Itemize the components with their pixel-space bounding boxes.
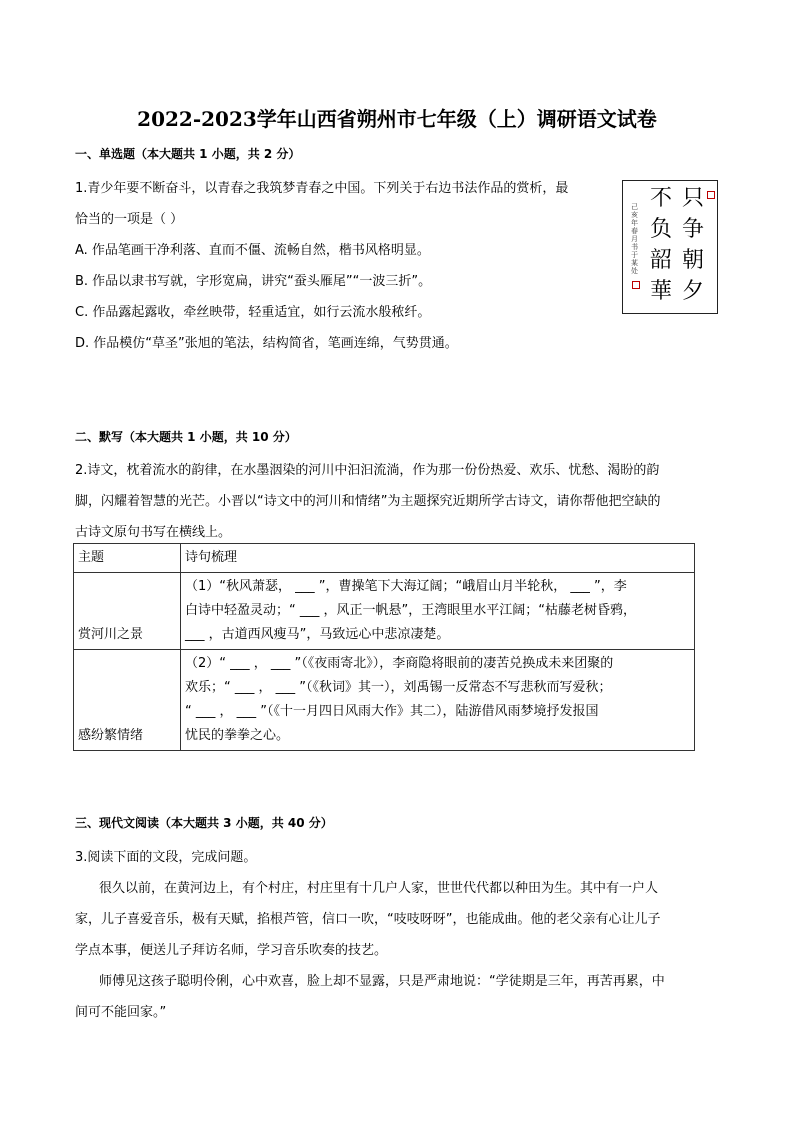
calligraphy-char: 只	[681, 186, 704, 211]
section1-heading: 一、单选题（本大题共 1 小题，共 2 分）	[75, 147, 301, 161]
calligraphy-char: 不	[649, 186, 672, 211]
option-d: D. 作品模仿“草圣”张旭的笔法，结构简省，笔画连绵，气势贯通。	[75, 336, 458, 351]
poem-line: （1）“秋风萧瑟， ___ ”，曹操笔下大海辽阔；“峨眉山月半轮秋， ___ ”，李	[185, 579, 627, 594]
table-cell-lines	[181, 650, 695, 751]
passage-line: 家，儿子喜爱音乐，极有天赋，掐根芦管，信口一吹，“吱吱呀呀”，也能成曲。他的老父亲有心让儿子	[75, 912, 661, 927]
calligraphy-inscription: 己亥年春月书于某处	[631, 203, 638, 275]
calligraphy-char: 负	[649, 217, 672, 242]
poem-line: ___ ，古道西风瘦马”，马致远心中悲凉凄楚。	[185, 627, 450, 642]
seal-stamp	[632, 281, 640, 289]
poem-line: “ ___ ， ___ ”（《十一月四日风雨大作》其二），陆游借风雨梦境抒发报国	[185, 704, 599, 719]
question2-text-line2: 脚，闪耀着智慧的光芒。小晋以“诗文中的河川和情绪”为主题探究近期所学古诗文，请你帮他把空缺的	[75, 494, 661, 509]
table-row	[74, 573, 695, 650]
poem-table	[73, 543, 695, 751]
seal-stamp	[707, 191, 715, 199]
calligraphy-char: 華	[649, 279, 672, 304]
passage-line: 很久以前，在黄河边上，有个村庄，村庄里有十几户人家，世世代代都以种田为生。其中有一户人	[99, 881, 659, 896]
question2-text-line1: 2.诗文，枕着流水的韵律，在水墨洇染的河川中汩汩流淌，作为那一份份热爱、欢乐、忧愁、渴盼的韵	[75, 463, 660, 478]
section3-heading: 三、现代文阅读（本大题共 3 小题，共 40 分）	[75, 816, 333, 830]
poem-line: （2）“ ___ ， ___ ”（《夜雨寄北》），李商隐将眼前的凄苦兑换成未来团聚的	[185, 656, 614, 671]
table-header-row	[74, 544, 695, 573]
option-b: B. 作品以隶书写就，字形宽扁，讲究“蚕头雁尾”“一波三折”。	[75, 274, 432, 289]
calligraphy-char: 夕	[681, 279, 704, 304]
calligraphy-char: 朝	[681, 248, 704, 273]
question2-text-line3: 古诗文原句书写在横线上。	[75, 525, 232, 540]
section2-heading: 二、默写（本大题共 1 小题，共 10 分）	[75, 430, 297, 444]
question1-text-line2: 恰当的一项是（ ）	[75, 212, 184, 227]
passage-line: 师傅见这孩子聪明伶俐，心中欢喜，脸上却不显露，只是严肃地说：“学徒期是三年，再苦再累，中	[99, 974, 665, 989]
passage-line: 间可不能回家。”	[75, 1005, 167, 1020]
poem-line: 欢乐；“ ___ ， ___ ”（《秋词》其一），刘禹锡一反常态不写悲秋而写爱秋；	[185, 680, 612, 695]
table-cell-lines	[181, 573, 695, 650]
option-c: C. 作品露起露收，牵丝映带，轻重适宜，如行云流水般秾纤。	[75, 305, 431, 320]
option-a: A. 作品笔画干净利落、直而不僵、流畅自然，楷书风格明显。	[75, 243, 430, 258]
passage-line: 学点本事，便送儿子拜访名师，学习音乐吹奏的技艺。	[75, 943, 388, 958]
table-row	[74, 650, 695, 751]
page-title: 2022-2023学年山西省朔州市七年级（上）调研语文试卷	[137, 107, 657, 131]
table-cell-theme: 感纷繁情绪	[74, 650, 181, 751]
question1-text-line1: 1.青少年要不断奋斗，以青春之我筑梦青春之中国。下列关于右边书法作品的赏析，最	[75, 181, 569, 196]
table-header-lines: 诗句梳理	[181, 544, 695, 573]
calligraphy-char: 争	[681, 217, 704, 242]
table-cell-theme: 赏河川之景	[74, 573, 181, 650]
question3-text: 3.阅读下面的文段，完成问题。	[75, 850, 257, 865]
poem-line: 白诗中轻盈灵动；“ ___ ，风正一帆悬”，王湾眼里水平江阔；“枯藤老树昏鸦，	[185, 603, 636, 618]
calligraphy-char: 韶	[649, 248, 672, 273]
poem-line: 忧民的拳拳之心。	[185, 728, 290, 743]
table-header-theme: 主题	[74, 544, 181, 573]
calligraphy-artwork	[622, 180, 718, 314]
